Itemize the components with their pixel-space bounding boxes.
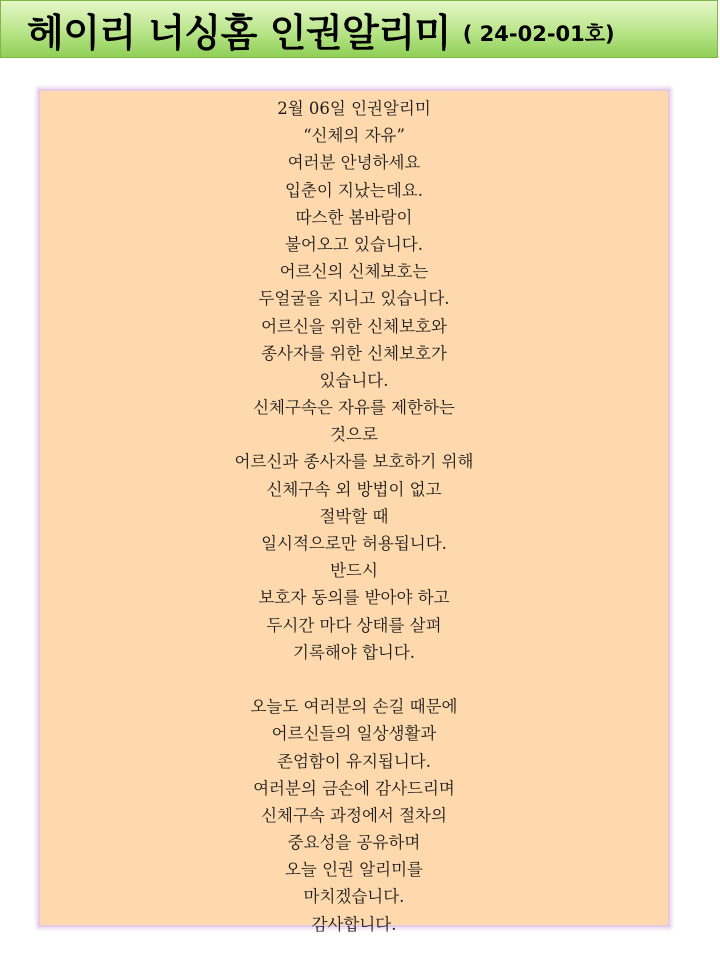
notice-line: 신체구속 외 방법이 없고 [266, 479, 442, 499]
notice-line: 것으로 [330, 425, 378, 445]
notice-line: 2월 06일 인권알리미 [277, 99, 431, 118]
notice-line: 불어오고 있습니다. [284, 234, 423, 254]
notice-line: 오늘 인권 알리미를 [284, 860, 423, 880]
notice-line: 어르신을 위한 신체보호와 [261, 316, 447, 336]
notice-line: 어르신의 신체보호는 [279, 262, 429, 282]
notice-line: 여러분 안녕하세요 [287, 153, 421, 173]
notice-line: 신체구속은 자유를 제한하는 [253, 398, 455, 418]
notice-line: 두시간 마다 상태를 살펴 [266, 615, 442, 635]
notice-line: 어르신들의 일상생활과 [271, 724, 437, 744]
notice-line: 여러분의 금손에 감사드리며 [253, 778, 455, 798]
notice-line: 기록해야 합니다. [292, 642, 416, 662]
notice-line: 신체구속 과정에서 절차의 [261, 805, 447, 825]
notice-line: 어르신과 종사자를 보호하기 위해 [234, 452, 474, 472]
notice-line: 두얼굴을 지니고 있습니다. [258, 289, 450, 309]
notice-line: 반드시 [330, 561, 378, 581]
notice-line: 감사합니다. [311, 914, 397, 934]
notice-line: 입춘이 지났는데요. [284, 180, 423, 200]
notice-line: 절박할 때 [319, 506, 389, 526]
issue-number: ( 24-02-01호) [462, 22, 615, 46]
notice-panel [38, 89, 670, 934]
notice-line: 종사자를 위한 신체보호가 [261, 343, 447, 363]
blank-line [40, 666, 668, 693]
notice-line: 존엄함이 유지됩니다. [277, 751, 431, 771]
notice-line: 오늘도 여러분의 손길 때문에 [250, 697, 458, 717]
notice-line: 따스한 봄바람이 [295, 207, 413, 227]
title-bar [0, 0, 718, 58]
notice-line: 일시적으로만 허용됩니다. [261, 534, 447, 553]
notice-line: 있습니다. [319, 370, 389, 390]
notice-line: “신체의 자유” [303, 126, 405, 146]
notice-text [40, 95, 668, 938]
notice-line: 중요성을 공유하며 [287, 833, 421, 853]
notice-line: 보호자 동의를 받아야 하고 [258, 588, 450, 608]
notice-line: 마치겠습니다. [303, 887, 405, 907]
page-title: 헤이리 너싱홈 인권알리미 [27, 10, 451, 55]
